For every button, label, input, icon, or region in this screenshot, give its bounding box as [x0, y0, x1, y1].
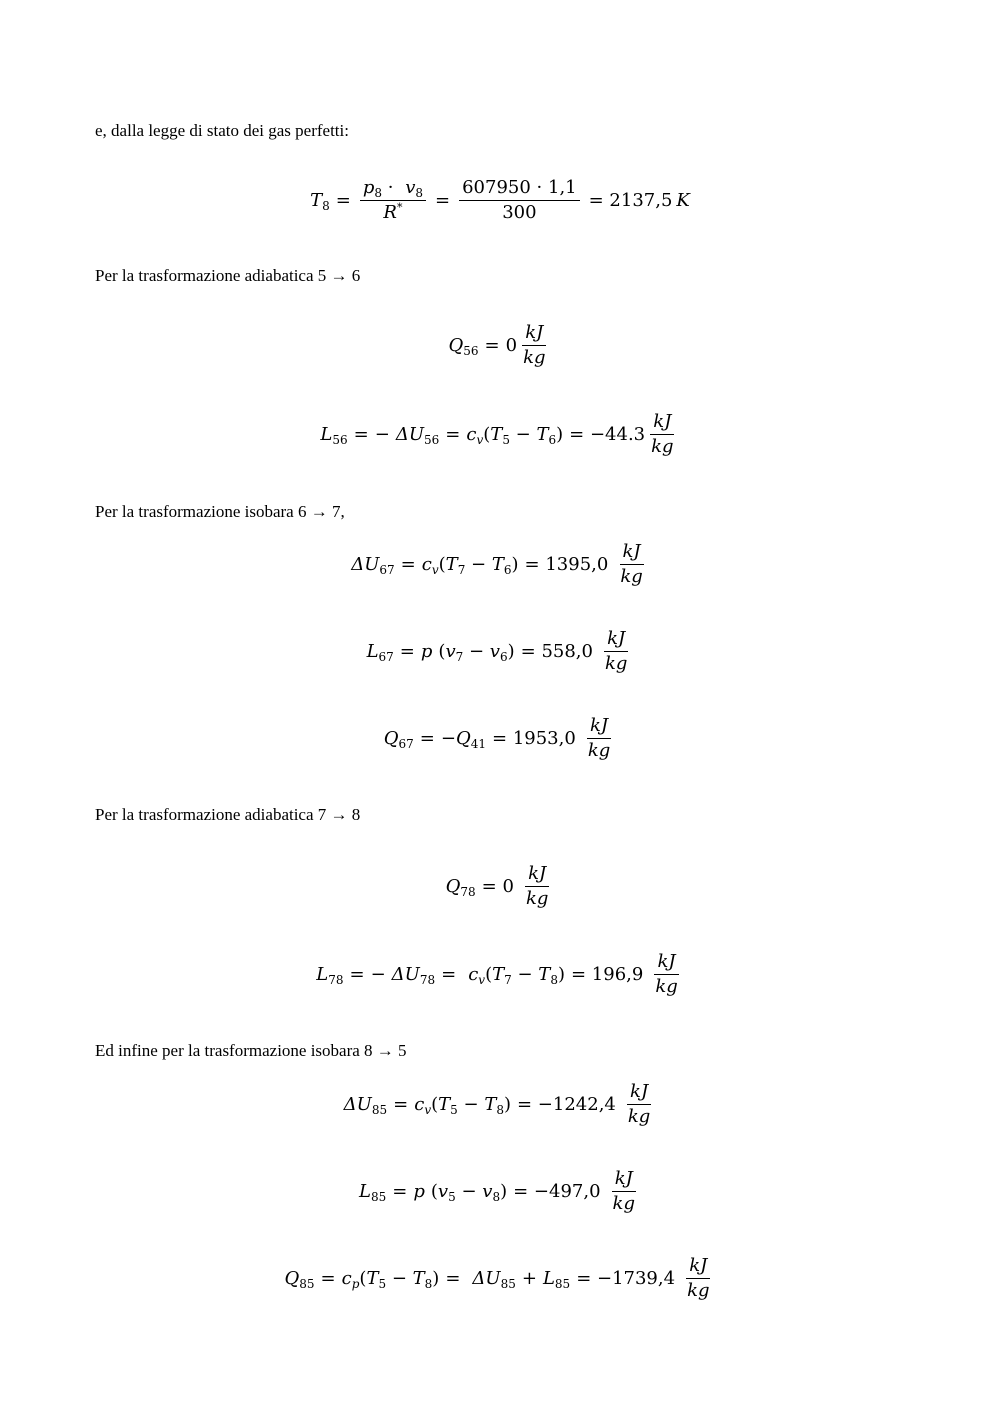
- unit-kj-kg: $\frac{kJ}{kg}$: [627, 1081, 651, 1127]
- unit-kj-kg: $\frac{kJ}{kg}$: [655, 951, 678, 997]
- fraction-values: $\frac{607950 \cdot 1,1}{300}$: [459, 178, 580, 223]
- isobaric-6-7-paragraph: Per la trasformazione isobara 6 → 7,: [95, 502, 345, 521]
- fraction-p8v8-r: $\frac{p_8 \cdot v_8}{R^*}$: [360, 178, 426, 223]
- equation-q78: $Q_{78}$ = 0 $\frac{kJ}{kg}$: [0, 864, 1000, 909]
- equation-t8: $T_8$ = $\frac{p_8 \cdot v_8}{R^*}$ = $\frac{607950 \cdot 1,1}{300}$ = 2137,5 K: [310, 177, 690, 223]
- unit-kj-kg: $\frac{kJ}{kg}$: [587, 715, 611, 761]
- adiabatic-7-8-paragraph: Per la trasformazione adiabatica 7 → 8: [95, 805, 361, 824]
- unit-kj-kg: $\frac{kJ}{kg}$: [604, 628, 628, 674]
- equation-q85: $Q_{85}$ = $c_p$ $(T_5 - T_8)$ = $\Delta U_{85}$ + $L_{85}$ = −1739,4 $\frac{kJ}{kg}$: [0, 1256, 1000, 1301]
- unit-kj-kg: $\frac{kJ}{kg}$: [523, 322, 546, 368]
- equation-l56: $L_{56}$ = − $\Delta U_{56}$ = $c_v$ $(T_5 - T_6)$ = −44.3 $\frac{kJ}{kg}$: [0, 412, 1000, 457]
- equation-l78: $L_{78}$ = − $\Delta U_{78}$ = $c_v$ $(T_7 - T_8)$ = 196,9 $\frac{kJ}{kg}$: [0, 952, 1000, 997]
- unit-kj-kg: $\frac{kJ}{kg}$: [620, 541, 643, 587]
- equation-l85: $L_{85}$ = p $(v_5 - v_8)$ = −497,0 $\frac{kJ}{kg}$: [0, 1169, 1000, 1214]
- isobaric-8-5-paragraph: Ed infine per la trasformazione isobara 8 → 5: [95, 1041, 407, 1060]
- equation-q56: $Q_{56}$ = 0 $\frac{kJ}{kg}$: [0, 323, 1000, 368]
- equation-du67: $\Delta U_{67}$ = $c_v$ $(T_7 - T_6)$ = 1395,0 $\frac{kJ}{kg}$: [0, 542, 1000, 587]
- equation-q67: $Q_{67}$ = − $Q_{41}$ = 1953,0 $\frac{kJ}{kg}$: [0, 716, 1000, 761]
- equation-l67: $L_{67}$ = p $(v_7 - v_6)$ = 558,0 $\frac{kJ}{kg}$: [0, 629, 1000, 674]
- unit-kj-kg: $\frac{kJ}{kg}$: [651, 411, 674, 457]
- unit-kj-kg: $\frac{kJ}{kg}$: [525, 863, 549, 909]
- unit-kj-kg: $\frac{kJ}{kg}$: [687, 1255, 710, 1301]
- equation-du85: $\Delta U_{85}$ = $c_v$ $(T_5 - T_8)$ = −1242,4 $\frac{kJ}{kg}$: [0, 1082, 1000, 1127]
- intro-paragraph: e, dalla legge di stato dei gas perfetti:: [95, 121, 349, 140]
- adiabatic-5-6-paragraph: Per la trasformazione adiabatica 5 → 6: [95, 266, 361, 285]
- unit-kj-kg: $\frac{kJ}{kg}$: [612, 1168, 635, 1214]
